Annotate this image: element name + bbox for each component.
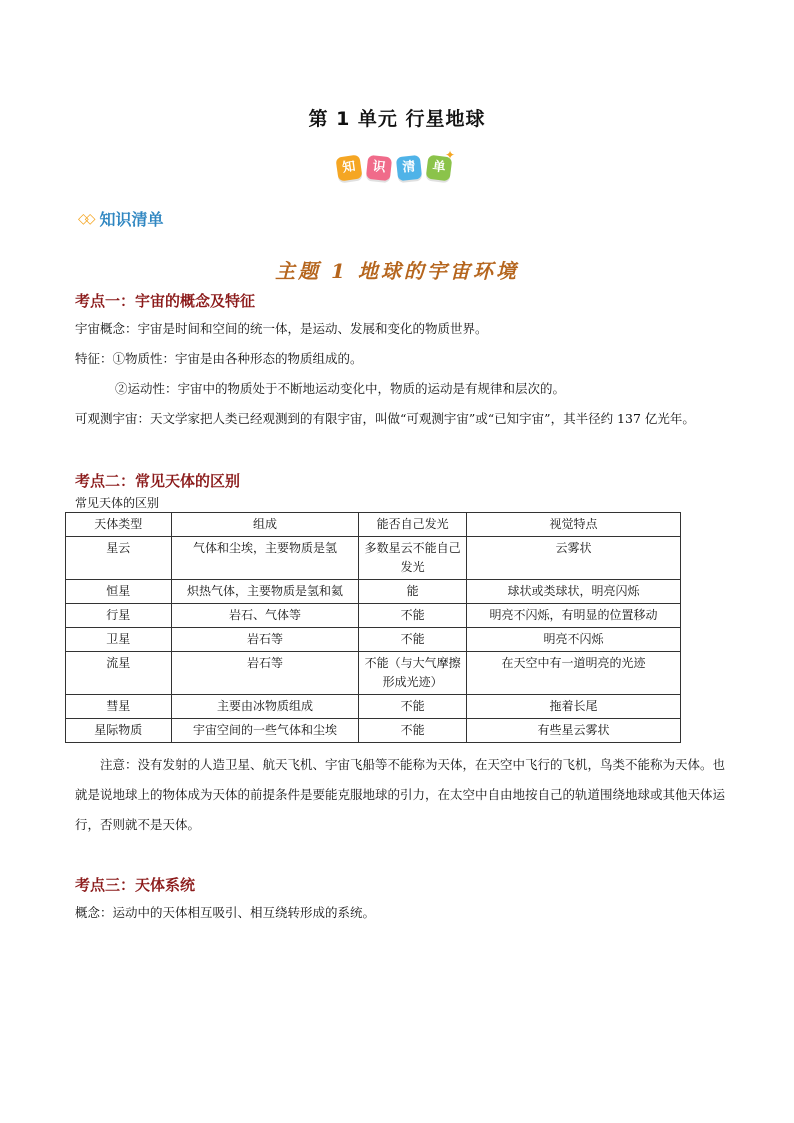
cell-luminous: 不能 — [359, 628, 467, 652]
note-paragraph: 注意：没有发射的人造卫星、航天飞机、宇宙飞船等不能称为天体，在天空中飞行的飞机，鸟类不能称为天体。也就是说地球上的物体成为天体的前提条件是要能克服地球的引力，在太空中自由地按自己的轨道围绕地球或其他天体运行，否则就不是天体。 — [75, 757, 726, 832]
feature-motion: ②运动性：宇宙中的物质处于不断地运动变化中，物质的运动是有规律和层次的。 — [115, 381, 566, 396]
table-row — [66, 628, 681, 652]
cell-visual: 明亮不闪烁，有明显的位置移动 — [466, 604, 680, 628]
cell-type: 行星 — [66, 604, 172, 628]
cell-composition: 炽热气体，主要物质是氢和氦 — [171, 580, 359, 604]
section-label — [78, 207, 164, 230]
cell-visual: 云雾状 — [466, 537, 680, 580]
cell-composition: 气体和尘埃，主要物质是氢 — [171, 537, 359, 580]
cell-luminous: 能 — [359, 580, 467, 604]
double-diamond-icon: ◇◇ — [78, 210, 92, 227]
universe-concept: 宇宙概念：宇宙是时间和空间的统一体，是运动、发展和变化的物质世界。 — [75, 321, 488, 336]
cell-luminous: 不能 — [359, 695, 467, 719]
badge-tile: 识 — [366, 155, 392, 181]
cell-luminous: 多数星云不能自己发光 — [359, 537, 467, 580]
knowledge-list-badge — [333, 148, 461, 192]
header-type: 天体类型 — [66, 513, 172, 537]
cell-composition: 岩石等 — [171, 652, 359, 695]
cell-visual: 球状或类球状，明亮闪烁 — [466, 580, 680, 604]
cell-luminous: 不能（与大气摩擦形成光迹） — [359, 652, 467, 695]
table-row — [66, 695, 681, 719]
badge-tile: 知 — [335, 154, 362, 181]
cell-visual: 在天空中有一道明亮的光迹 — [466, 652, 680, 695]
kp3-heading: 考点三：天体系统 — [75, 876, 196, 894]
observable-universe: 可观测宇宙：天文学家把人类已经观测到的有限宇宙，叫做“可观测宇宙”或“已知宇宙”，其半径约 137 亿光年。 — [75, 411, 695, 426]
cell-luminous: 不能 — [359, 719, 467, 743]
topic-title: 主题 1 地球的宇宙环境 — [275, 259, 519, 283]
header-self-luminous: 能否自己发光 — [359, 513, 467, 537]
table-row — [66, 580, 681, 604]
cell-composition: 宇宙空间的一些气体和尘埃 — [171, 719, 359, 743]
table-caption: 常见天体的区别 — [75, 496, 160, 510]
cell-composition: 岩石、气体等 — [171, 604, 359, 628]
cell-luminous: 不能 — [359, 604, 467, 628]
cell-visual: 拖着长尾 — [466, 695, 680, 719]
feature-materiality: 特征：①物质性：宇宙是由各种形态的物质组成的。 — [75, 351, 363, 366]
table-header-row — [66, 513, 681, 537]
cell-type: 流星 — [66, 652, 172, 695]
table-row — [66, 604, 681, 628]
badge-tile: 清 — [396, 155, 422, 181]
cell-type: 卫星 — [66, 628, 172, 652]
celestial-bodies-table — [65, 512, 681, 743]
table-row — [66, 719, 681, 743]
cell-visual: 有些星云雾状 — [466, 719, 680, 743]
cell-type: 星云 — [66, 537, 172, 580]
kp1-heading: 考点一：宇宙的概念及特征 — [75, 292, 256, 310]
sparkle-icon: ✦ — [445, 148, 456, 162]
system-concept: 概念：运动中的天体相互吸引、相互绕转形成的系统。 — [75, 905, 376, 920]
cell-composition: 主要由冰物质组成 — [171, 695, 359, 719]
cell-visual: 明亮不闪烁 — [466, 628, 680, 652]
header-composition: 组成 — [171, 513, 359, 537]
header-visual-features: 视觉特点 — [466, 513, 680, 537]
cell-type: 彗星 — [66, 695, 172, 719]
cell-composition: 岩石等 — [171, 628, 359, 652]
cell-type: 星际物质 — [66, 719, 172, 743]
badge-tile: 单 — [426, 155, 453, 182]
table-row — [66, 652, 681, 695]
kp2-heading: 考点二：常见天体的区别 — [75, 472, 241, 490]
section-label-text: 知识清单 — [99, 210, 164, 229]
page-title: 第 1 单元 行星地球 — [308, 108, 486, 130]
table-row — [66, 537, 681, 580]
cell-type: 恒星 — [66, 580, 172, 604]
